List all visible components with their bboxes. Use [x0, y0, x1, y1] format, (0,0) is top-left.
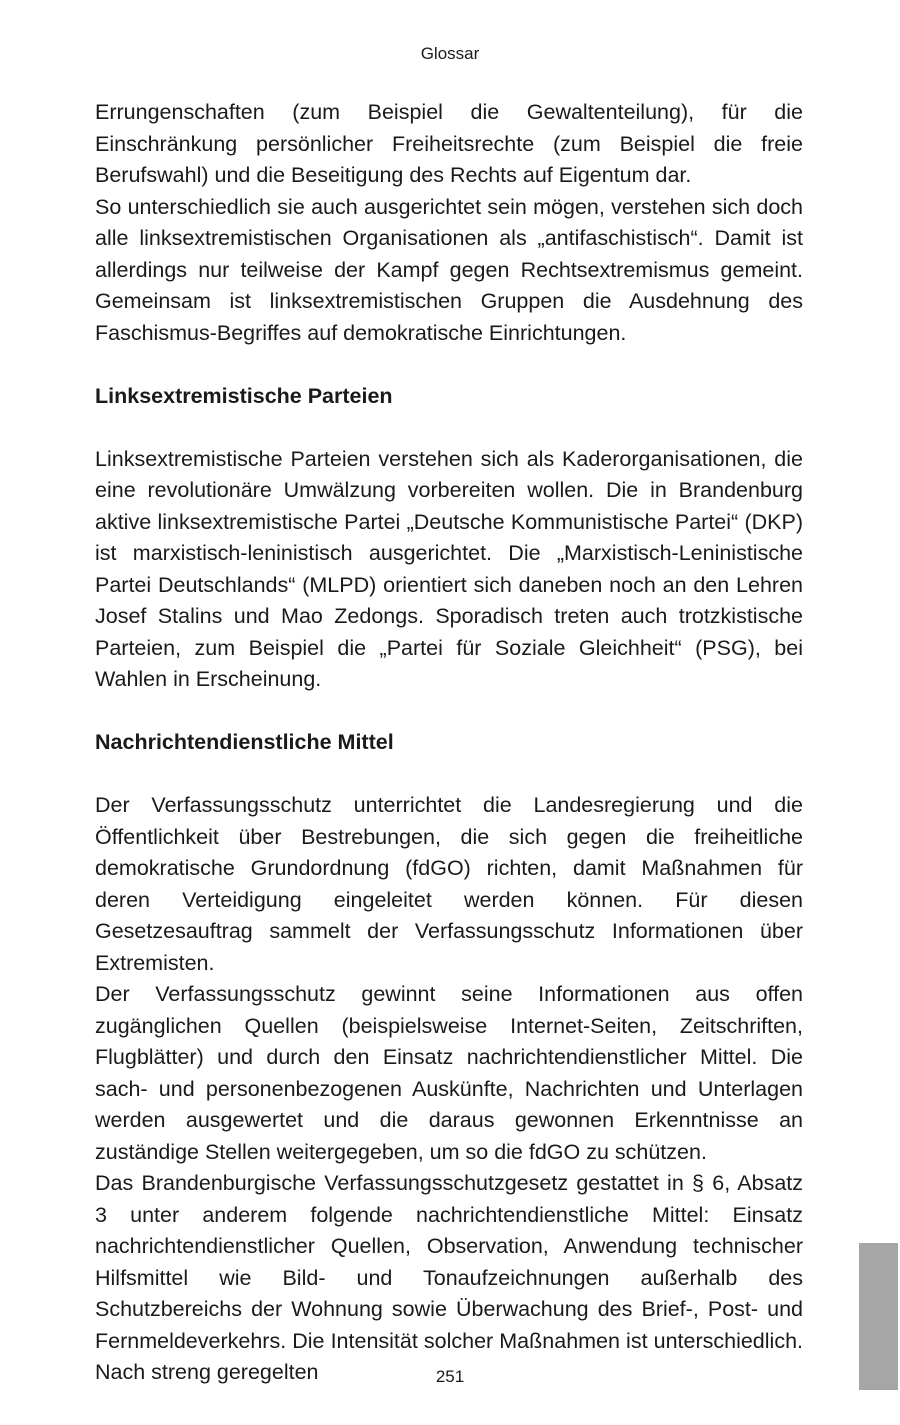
- heading-nachrichtendienstliche-mittel: Nachrichtendienstliche Mittel: [95, 730, 394, 754]
- page-number: 251: [435, 1367, 465, 1386]
- chapter-thumb-tab: [859, 1243, 898, 1390]
- spacer: [95, 759, 803, 791]
- paragraph-errungenschaften: Errungenschaften (zum Beispiel die Gewaltenteilung), für die Einschränkung persönlicher Freiheitsrechte (zum Beispiel die freie Berufswahl) und die Beseitigung des Rechts auf Eigentum dar.: [95, 100, 803, 187]
- spacer: [95, 349, 803, 381]
- page-body: [95, 97, 803, 1389]
- running-header: Glossar: [420, 44, 480, 63]
- paragraph-unterrichtung: Der Verfassungsschutz unterrichtet die Landesregierung und die Öffentlichkeit über Bestrebungen, die sich gegen die freiheitliche demokratische Grundordnung (fdGO) richten, damit Maßnahmen für deren Verteidigung eingeleitet werden können. Für diesen Gesetzesauftrag sammelt der Verfassungsschutz Informationen über Extremisten.: [95, 793, 803, 975]
- paragraph-verfassungsschutzgesetz: Das Brandenburgische Verfassungsschutzgesetz gestattet in § 6, Absatz 3 unter anderem folgende nachrichtendienstliche Mittel: Einsatz nachrichtendienstlicher Quellen, Observation, Anwendung technischer Hilfsmittel wie Bild- und Tonaufzeichnungen außerhalb des Schutzbereichs der Wohnung sowie Überwachung des Brief-, Post- und Fernmeldeverkehrs. Die Intensität solcher Maßnahmen ist unterschiedlich. Nach streng geregelten: [95, 1171, 803, 1384]
- spacer: [95, 412, 803, 444]
- paragraph-parteien: Linksextremistische Parteien verstehen sich als Kaderorganisationen, die eine revolutionäre Umwälzung vorbereiten wollen. Die in Brandenburg aktive linksextremistische Partei „Deutsche Kommunistische Partei“ (DKP) ist marxistisch-leninistisch ausgerichtet. Die „Marxistisch-Leninistische Partei Deutschlands“ (MLPD) orientiert sich daneben noch an den Lehren Josef Stalins und Mao Zedongs. Sporadisch treten auch trotzkistische Parteien, zum Beispiel die „Partei für Soziale Gleichheit“ (PSG), bei Wahlen in Erscheinung.: [95, 446, 803, 691]
- paragraph-informationsgewinnung: Der Verfassungsschutz gewinnt seine Informationen aus offen zugänglichen Quellen (beispielsweise Internet-Seiten, Zeitschriften, Flugblätter) und durch den Einsatz nachrichtendienstlicher Mittel. Die sach- und personenbezogenen Auskünfte, Nachrichten und Unterlagen werden ausgewertet und die daraus gewonnen Erkenntnisse an zuständige Stellen weitergegeben, um so die fdGO zu schützen.: [95, 982, 803, 1164]
- spacer: [95, 696, 803, 728]
- paragraph-antifaschistisch: So unterschiedlich sie auch ausgerichtet sein mögen, verstehen sich doch alle linksextremistischen Organisationen als „antifaschistisch“. Damit ist allerdings nur teilweise der Kampf gegen Rechtsextremismus gemeint. Gemeinsam ist linksextremistischen Gruppen die Ausdehnung des Faschismus-Begriffes auf demokratische Einrichtungen.: [95, 194, 803, 345]
- heading-linksextremistische-parteien: Linksextremistische Parteien: [95, 383, 393, 408]
